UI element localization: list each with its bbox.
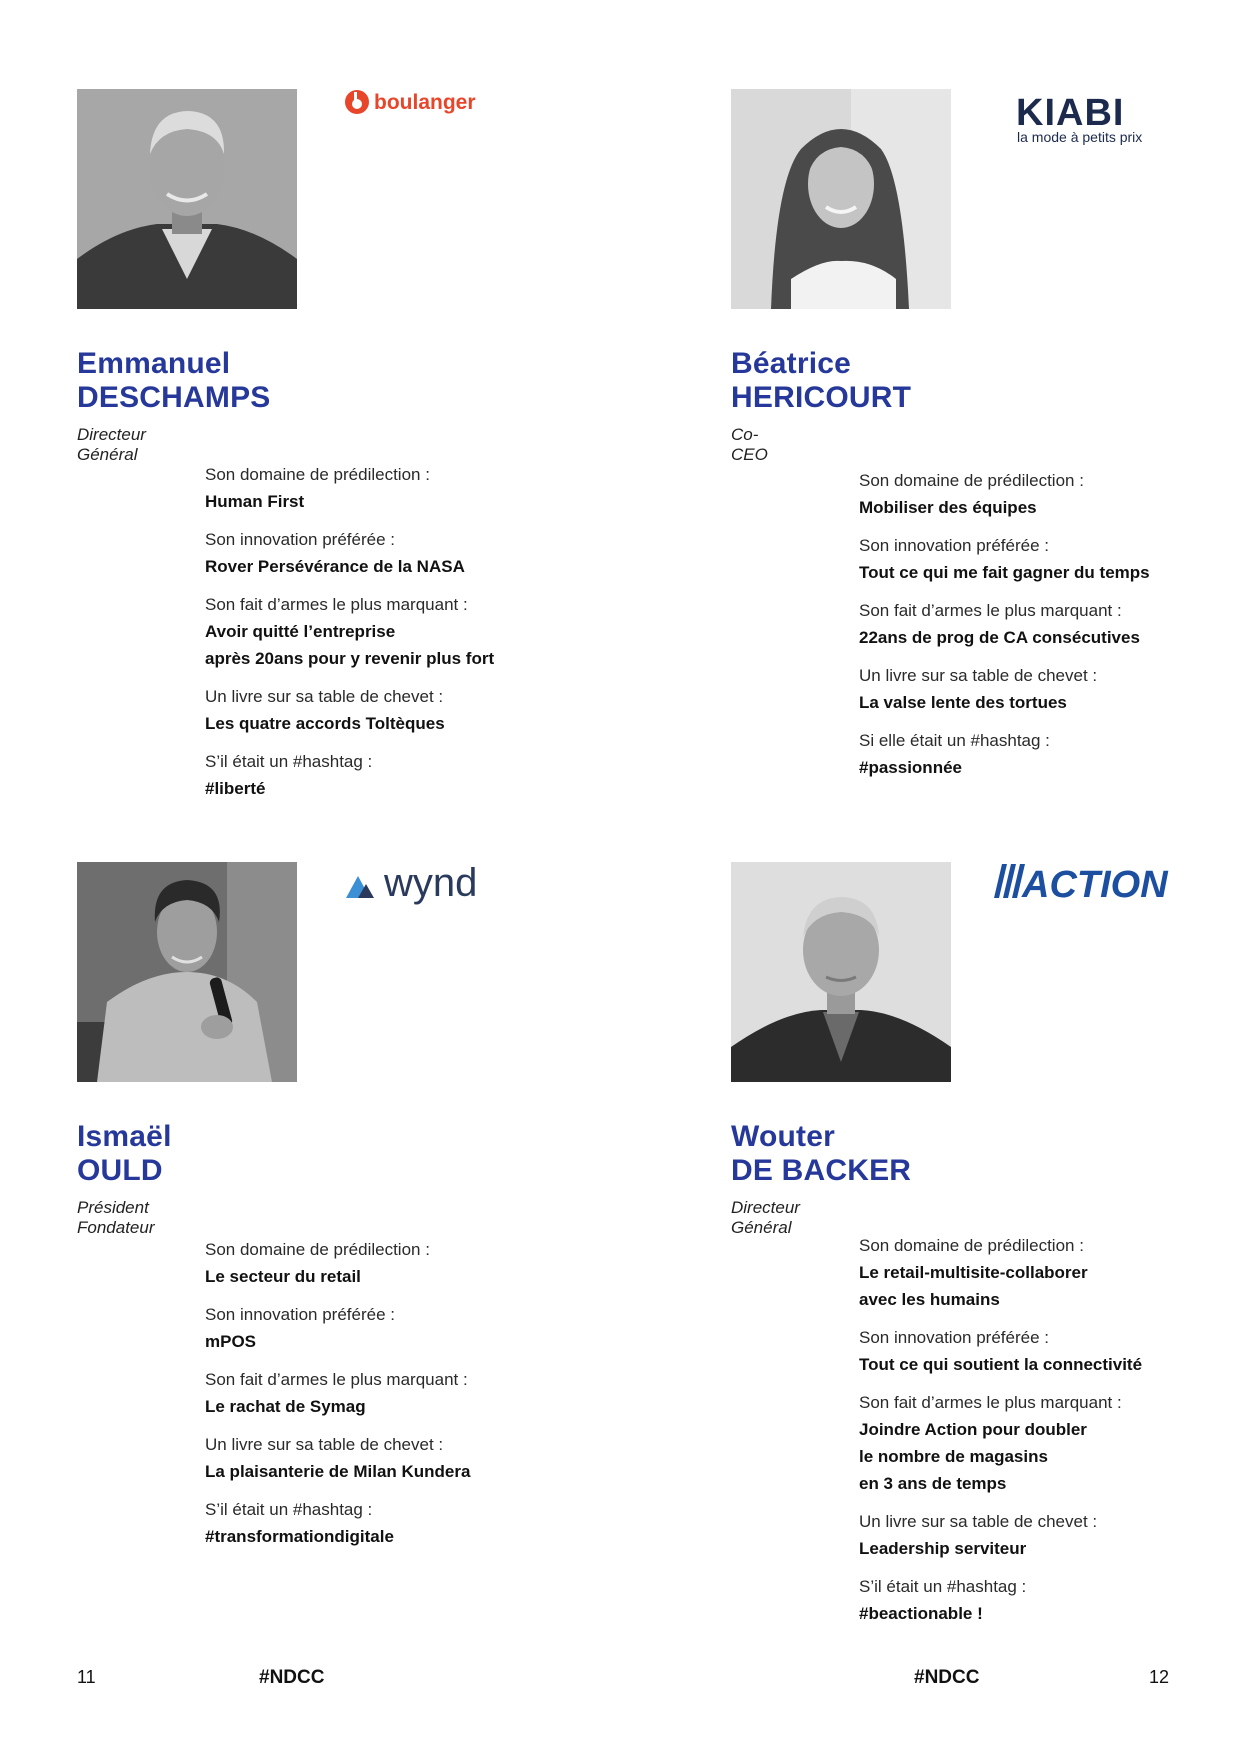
fact-item: [859, 467, 1150, 521]
fact-item: [205, 748, 494, 802]
fact-answer: le nombre de magasins: [859, 1447, 1048, 1466]
svg-text:la mode à petits prix: la mode à petits prix: [1017, 129, 1143, 145]
fact-question: Son fait d’armes le plus marquant :: [205, 595, 468, 614]
page-number-right: 12: [1149, 1667, 1170, 1687]
fact-question: Un livre sur sa table de chevet :: [205, 1435, 444, 1454]
fact-question: Son innovation préférée :: [859, 1328, 1049, 1347]
fact-question: Si elle était un #hashtag :: [859, 731, 1050, 750]
portrait-photo: [77, 89, 297, 309]
fact-item: [205, 683, 494, 737]
fact-answer: #transformationdigitale: [205, 1527, 394, 1546]
fact-question: Son fait d’armes le plus marquant :: [205, 1370, 468, 1389]
fact-question: Son domaine de prédilection :: [859, 1236, 1084, 1255]
fact-answer: en 3 ans de temps: [859, 1474, 1007, 1493]
fact-answer: #beactionable !: [859, 1604, 983, 1623]
fact-item: [205, 1301, 470, 1355]
person-role: Directeur Général: [77, 425, 146, 464]
last-name: HERICOURT: [731, 381, 912, 414]
first-name: Emmanuel: [77, 347, 231, 380]
hashtag-left: #NDCC: [259, 1667, 325, 1688]
person-role: Directeur Général: [731, 1198, 800, 1237]
fact-item: [859, 727, 1150, 781]
last-name: OULD: [77, 1154, 163, 1187]
fact-item: [859, 532, 1150, 586]
action-logo: [994, 862, 1174, 907]
portrait-photo: [77, 862, 297, 1082]
svg-text:KIABI: KIABI: [1016, 93, 1125, 134]
fact-question: Son innovation préférée :: [205, 1305, 395, 1324]
fact-question: S’il était un #hashtag :: [859, 1577, 1027, 1596]
fact-question: S’il était un #hashtag :: [205, 752, 373, 771]
fact-question: Son fait d’armes le plus marquant :: [859, 1393, 1122, 1412]
fact-answer: Joindre Action pour doubler: [859, 1420, 1087, 1439]
fact-item: [859, 1508, 1142, 1562]
person-name: [731, 347, 911, 415]
fact-item: [205, 1496, 470, 1550]
fact-answer: avec les humains: [859, 1290, 1000, 1309]
first-name: Béatrice: [731, 347, 852, 380]
last-name: DE BACKER: [731, 1154, 912, 1187]
first-name: Wouter: [731, 1120, 835, 1153]
fact-answer: Tout ce qui me fait gagner du temps: [859, 563, 1150, 582]
portrait-photo: [731, 862, 951, 1082]
fact-answer: Human First: [205, 492, 305, 511]
fact-item: [205, 1431, 470, 1485]
fact-answer: Les quatre accords Toltèques: [205, 714, 445, 733]
fact-item: [859, 1232, 1142, 1313]
fact-answer: après 20ans pour y revenir plus fort: [205, 649, 495, 668]
fact-question: S’il était un #hashtag :: [205, 1500, 373, 1519]
fact-answer: Leadership serviteur: [859, 1539, 1027, 1558]
fact-answer: Rover Persévérance de la NASA: [205, 557, 465, 576]
facts-list: [205, 1236, 470, 1561]
fact-question: Son innovation préférée :: [859, 536, 1049, 555]
fact-question: Un livre sur sa table de chevet :: [859, 666, 1098, 685]
first-name: Ismaël: [77, 1120, 172, 1153]
person-role: Président Fondateur: [77, 1198, 155, 1237]
fact-item: [859, 597, 1150, 651]
fact-question: Un livre sur sa table de chevet :: [205, 687, 444, 706]
fact-item: [859, 1573, 1142, 1627]
fact-question: Son innovation préférée :: [205, 530, 395, 549]
fact-question: Son fait d’armes le plus marquant :: [859, 601, 1122, 620]
wynd-logo: [344, 862, 519, 913]
page-number-left: 11: [77, 1667, 96, 1687]
person-name: [77, 1120, 172, 1188]
fact-question: Son domaine de prédilection :: [859, 471, 1084, 490]
fact-item: [205, 1366, 470, 1420]
fact-question: Son domaine de prédilection :: [205, 465, 430, 484]
fact-answer: Le retail-multisite-collaborer: [859, 1263, 1088, 1282]
fact-item: [859, 662, 1150, 716]
fact-answer: Le rachat de Symag: [205, 1397, 366, 1416]
fact-answer: mPOS: [205, 1332, 257, 1351]
fact-item: [859, 1324, 1142, 1378]
kiabi-logo: [1016, 93, 1176, 150]
fact-answer: La plaisanterie de Milan Kundera: [205, 1462, 471, 1481]
hashtag-right: #NDCC: [914, 1667, 980, 1688]
fact-answer: 22ans de prog de CA consécutives: [859, 628, 1140, 647]
fact-question: Son domaine de prédilection :: [205, 1240, 430, 1259]
fact-answer: #liberté: [205, 779, 266, 798]
svg-text:wynd: wynd: [384, 862, 478, 905]
fact-item: [205, 526, 494, 580]
fact-answer: Le secteur du retail: [205, 1267, 361, 1286]
boulanger-logo: [344, 89, 519, 120]
fact-item: [205, 591, 494, 672]
person-role: Co-CEO: [731, 425, 768, 464]
portrait-photo: [731, 89, 951, 309]
fact-question: Un livre sur sa table de chevet :: [859, 1512, 1098, 1531]
last-name: DESCHAMPS: [77, 381, 271, 414]
person-name: [731, 1120, 911, 1188]
fact-answer: Avoir quitté l’entreprise: [205, 622, 396, 641]
fact-answer: La valse lente des tortues: [859, 693, 1067, 712]
fact-item: [859, 1389, 1142, 1497]
svg-text:boulanger: boulanger: [374, 91, 476, 114]
facts-list: [859, 1232, 1142, 1638]
fact-answer: Tout ce qui soutient la connectivité: [859, 1355, 1143, 1374]
fact-answer: #passionnée: [859, 758, 962, 777]
person-name: [77, 347, 271, 415]
fact-answer: Mobiliser des équipes: [859, 498, 1037, 517]
fact-item: [205, 461, 494, 515]
facts-list: [205, 461, 494, 813]
svg-text:ACTION: ACTION: [1022, 864, 1168, 902]
facts-list: [859, 467, 1150, 792]
fact-item: [205, 1236, 470, 1290]
